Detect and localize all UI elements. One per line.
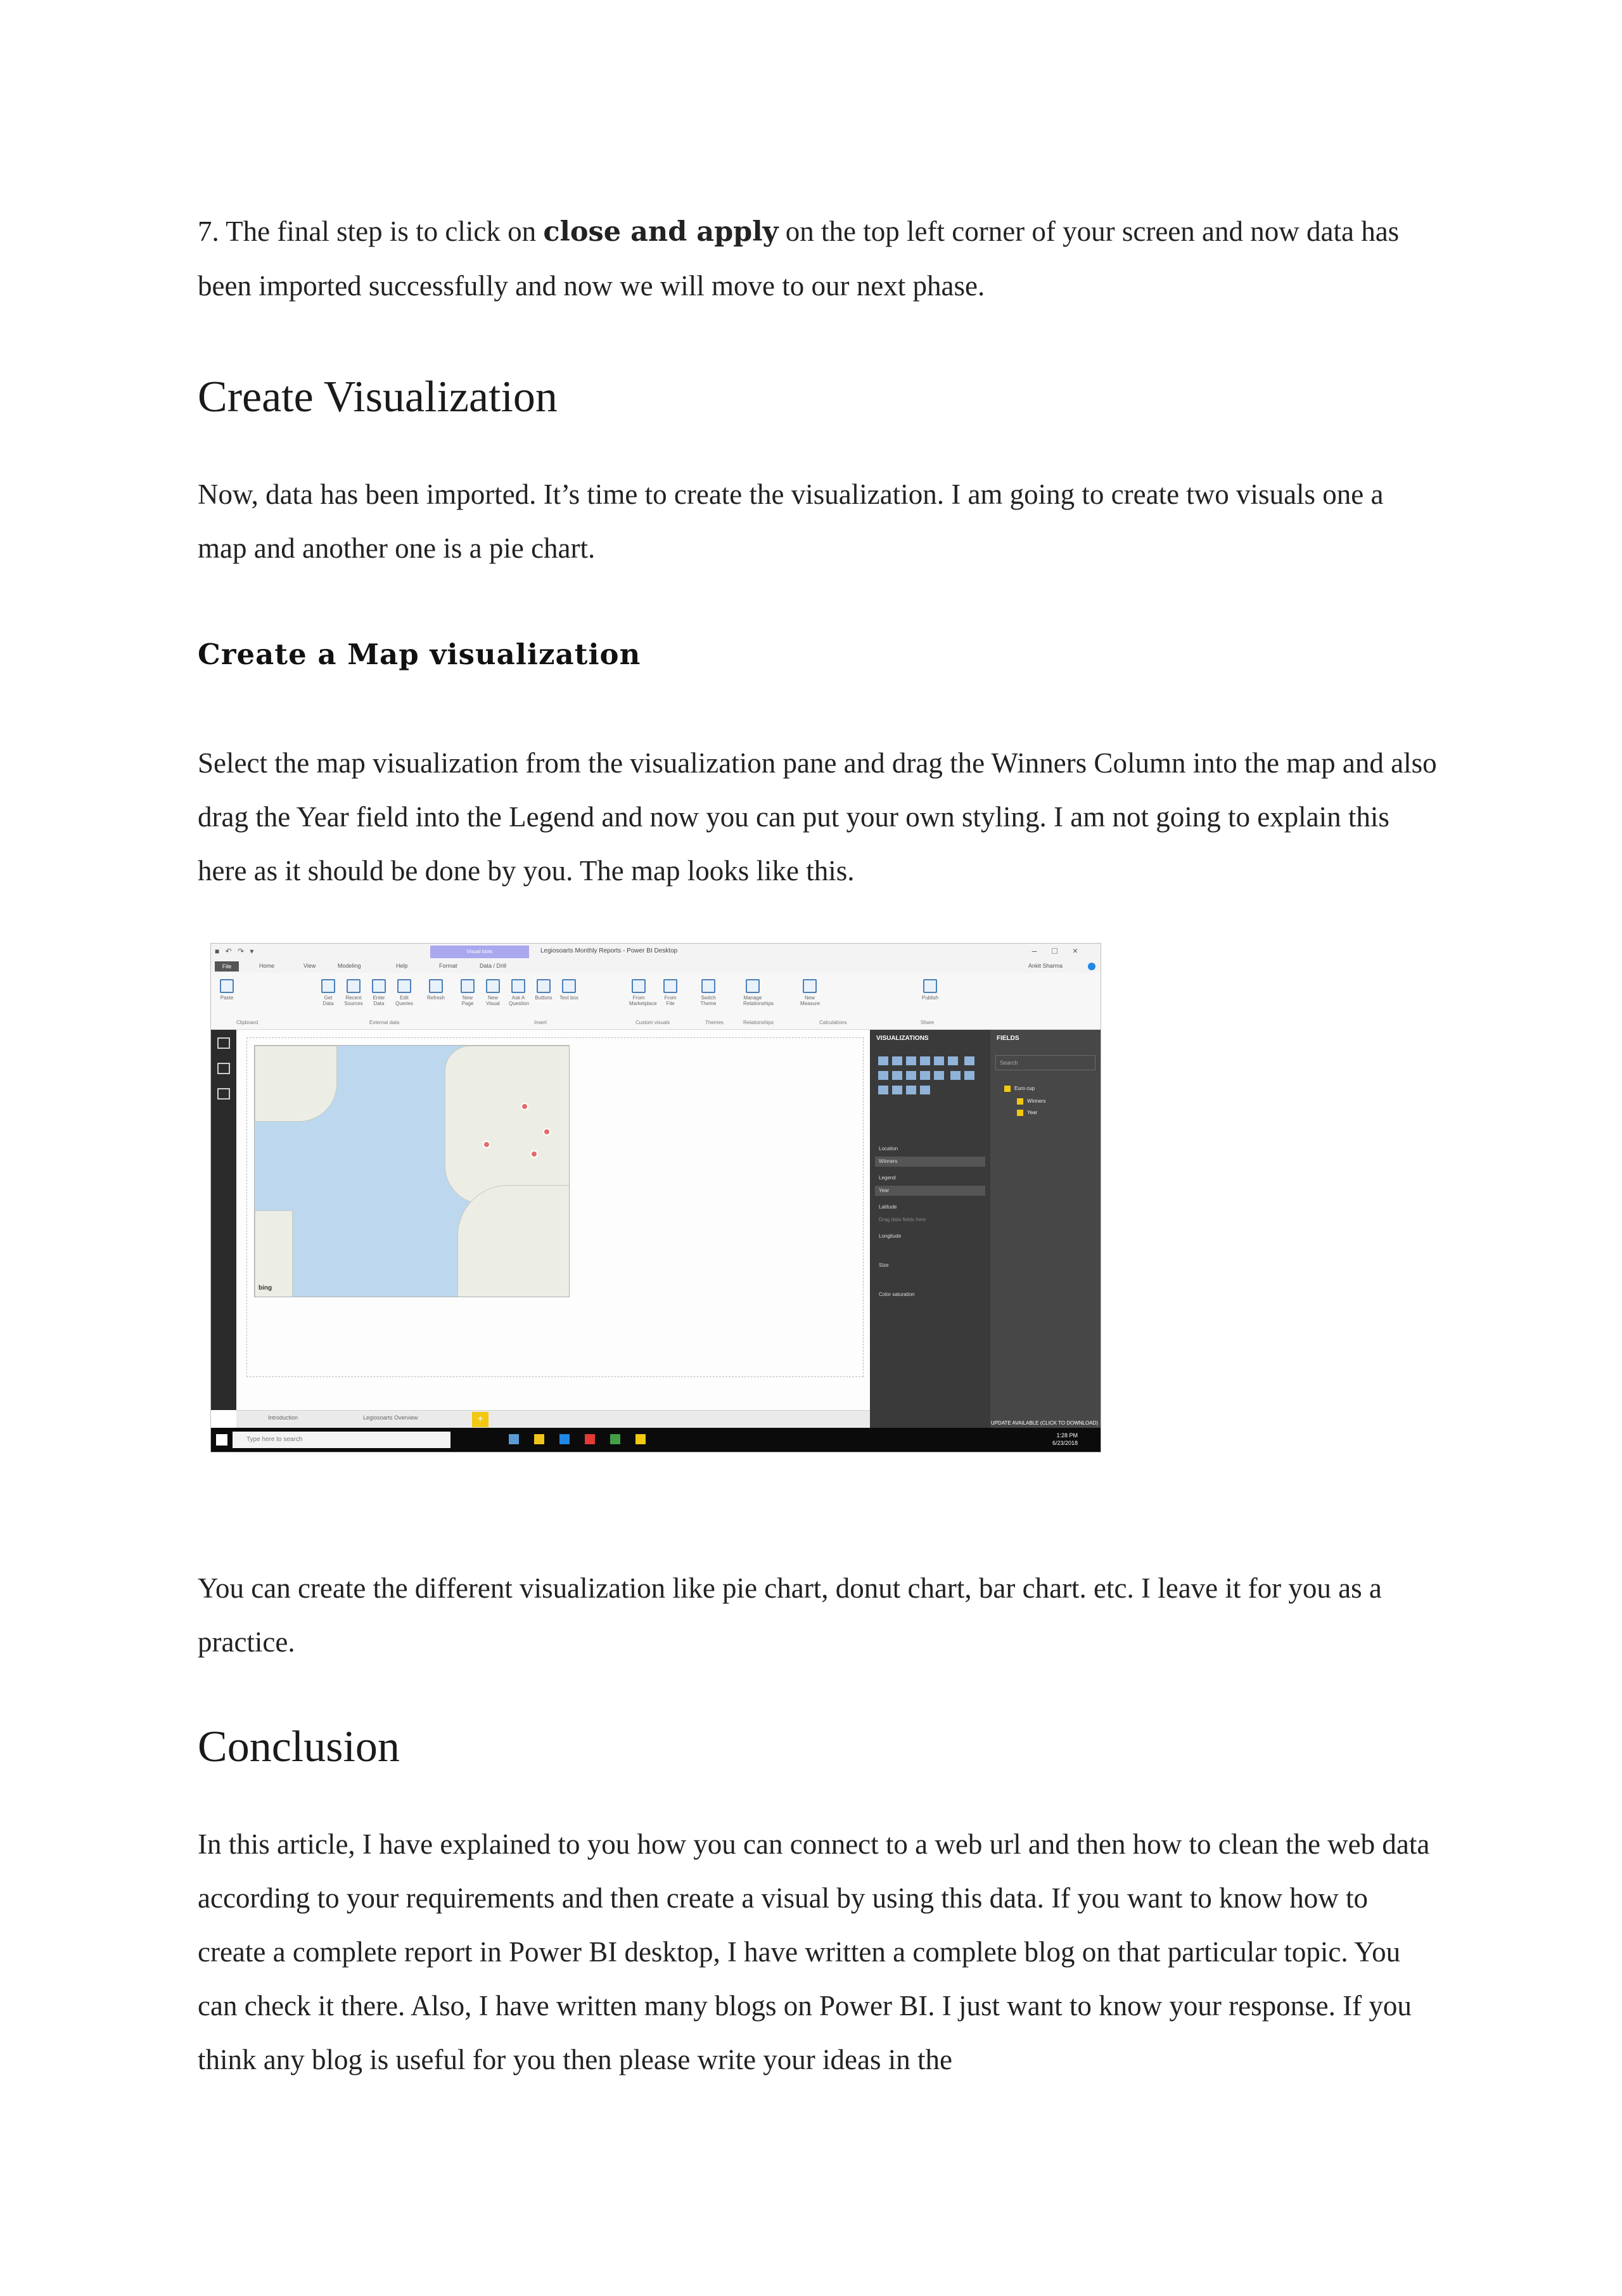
field-winners[interactable]: Winners xyxy=(1016,1097,1101,1106)
visual-tools-tab[interactable]: Visual tools xyxy=(430,946,529,958)
text-box-icon xyxy=(562,979,576,993)
map-visual[interactable] xyxy=(254,1045,570,1297)
group-calculations: Calculations xyxy=(819,1020,847,1025)
page-tabs xyxy=(236,1410,870,1428)
taskbar-clock xyxy=(1052,1432,1078,1447)
tab-overview[interactable]: Legiosoarts Overview xyxy=(363,1414,418,1421)
well-legend: Legend xyxy=(879,1175,896,1181)
visual-type-icon[interactable] xyxy=(906,1086,916,1094)
title-bar xyxy=(211,944,1101,960)
menu-help[interactable]: Help xyxy=(396,963,408,969)
map-pin[interactable] xyxy=(483,1141,490,1148)
well-location: Location xyxy=(879,1146,898,1151)
from-file-button[interactable]: From File xyxy=(661,979,680,1015)
menu-format[interactable]: Format xyxy=(439,963,457,969)
visual-type-icon[interactable] xyxy=(948,1056,958,1065)
visualizations-pane xyxy=(870,1030,990,1428)
text-box-button[interactable]: Text box xyxy=(559,979,578,1015)
visual-type-icon[interactable] xyxy=(920,1056,930,1065)
visual-type-icon[interactable] xyxy=(920,1071,930,1080)
enter-data-button[interactable]: Enter Data xyxy=(369,979,388,1015)
step7-text-after: on the top left corner of your screen and now data has been imported successfully and now we will move to our next phase. xyxy=(198,215,1400,302)
map-pin[interactable] xyxy=(521,1103,528,1110)
tab-introduction[interactable]: Introduction xyxy=(268,1414,298,1421)
group-relationships: Relationships xyxy=(743,1020,774,1025)
publish-button[interactable]: Publish xyxy=(921,979,940,1015)
window-controls[interactable]: –□× xyxy=(1031,946,1093,956)
visual-type-gallery xyxy=(876,1055,984,1099)
menu-bar xyxy=(211,960,1101,973)
visual-type-icon[interactable] xyxy=(892,1056,902,1065)
visual-type-icon[interactable] xyxy=(892,1071,902,1080)
map-land-north-america xyxy=(255,1046,337,1122)
clock-time: 1:28 PM xyxy=(1056,1432,1078,1439)
well-longitude: Longitude xyxy=(879,1233,902,1239)
menu-home[interactable]: Home xyxy=(259,963,275,969)
taskbar-app-icon[interactable] xyxy=(534,1434,544,1444)
enter-data-icon xyxy=(372,979,386,993)
practice-paragraph: You can create the different visualization like pie chart, donut chart, bar chart. etc. I leave it for you as a practice. xyxy=(198,1572,1382,1658)
group-external-data: External data xyxy=(369,1020,400,1025)
taskbar-app-icon[interactable] xyxy=(585,1434,595,1444)
visual-type-icon[interactable] xyxy=(964,1056,974,1065)
edit-queries-button[interactable]: Edit Queries xyxy=(395,979,414,1015)
clock-date: 6/23/2018 xyxy=(1052,1440,1078,1446)
taskbar-search-input[interactable]: Type here to search xyxy=(233,1432,450,1448)
recent-sources-button[interactable]: Recent Sources xyxy=(344,979,363,1015)
taskbar-app-icon[interactable] xyxy=(610,1434,620,1444)
menu-modeling[interactable]: Modeling xyxy=(338,963,361,969)
visual-type-icon[interactable] xyxy=(920,1086,930,1094)
add-page-button[interactable]: + xyxy=(472,1412,489,1427)
well-size: Size xyxy=(879,1262,889,1268)
update-banner[interactable]: UPDATE AVAILABLE (CLICK TO DOWNLOAD) xyxy=(990,1420,1098,1426)
visual-type-icon[interactable] xyxy=(878,1056,888,1065)
new-measure-button[interactable]: New Measure xyxy=(800,979,819,1015)
fields-search-input[interactable]: Search xyxy=(995,1055,1095,1070)
new-visual-icon xyxy=(486,979,500,993)
well-winners[interactable]: Winners xyxy=(875,1157,985,1167)
quick-access-icons: ■ ↶ ↷ ▾ xyxy=(215,947,256,956)
fields-pane xyxy=(990,1030,1101,1428)
map-instructions-paragraph: Select the map visualization from the visualization pane and drag the Winners Column into the map and also drag the Year field into the Legend and now you can put your own styling. I am not going to explain this here as it should be done by you. The map looks like this. xyxy=(198,747,1437,887)
edit-queries-icon xyxy=(397,979,411,993)
paste-button[interactable]: Paste xyxy=(217,979,236,1015)
visualizations-header: VISUALIZATIONS xyxy=(876,1035,929,1042)
conclusion-heading: Conclusion xyxy=(198,1722,400,1771)
new-measure-icon xyxy=(803,979,817,993)
map-pin[interactable] xyxy=(530,1150,538,1158)
switch-theme-button[interactable]: Switch Theme xyxy=(699,979,718,1015)
bing-attribution: bing xyxy=(259,1285,272,1292)
relationships-view-icon[interactable] xyxy=(217,1088,230,1100)
taskbar-power-bi-icon[interactable] xyxy=(635,1434,646,1444)
view-switcher xyxy=(211,1030,236,1410)
get-data-icon xyxy=(321,979,335,993)
visual-type-icon[interactable] xyxy=(964,1071,974,1080)
refresh-button[interactable]: Refresh xyxy=(426,979,445,1015)
field-year[interactable]: Year xyxy=(1016,1108,1101,1117)
create-visualization-heading: Create Visualization xyxy=(198,373,558,421)
menu-view[interactable]: View xyxy=(303,963,316,969)
data-view-icon[interactable] xyxy=(217,1063,230,1074)
menu-file[interactable]: File xyxy=(215,961,239,972)
buttons-button[interactable]: Buttons xyxy=(534,979,553,1015)
visual-type-icon[interactable] xyxy=(934,1071,944,1080)
manage-relationships-button[interactable]: Manage Relationships xyxy=(743,979,762,1015)
well-year[interactable]: Year xyxy=(875,1186,985,1196)
close-and-apply-label: close and apply xyxy=(543,216,779,248)
map-visualization-subheading: Create a Map visualization xyxy=(198,638,641,671)
visual-type-icon[interactable] xyxy=(950,1071,961,1080)
windows-start-icon[interactable] xyxy=(216,1434,227,1446)
map-land-europe xyxy=(445,1046,570,1204)
paste-icon xyxy=(220,979,234,993)
field-table-euro-cup[interactable]: Euro cup xyxy=(1003,1084,1092,1093)
ribbon xyxy=(211,973,1101,1030)
window-title: Legiosoarts Monthly Reports - Power BI Desktop xyxy=(540,947,678,954)
group-themes: Themes xyxy=(705,1020,724,1025)
signed-in-user: Ankit Sharma xyxy=(1028,963,1063,969)
switch-theme-icon xyxy=(701,979,715,993)
visual-type-icon[interactable] xyxy=(934,1056,944,1065)
report-view-icon[interactable] xyxy=(217,1037,230,1049)
power-bi-screenshot xyxy=(210,943,1101,1453)
ask-question-icon xyxy=(511,979,525,993)
group-custom-visuals: Custom visuals xyxy=(635,1020,670,1025)
ask-question-button[interactable]: Ask A Question xyxy=(509,979,528,1015)
new-page-button[interactable]: New Page xyxy=(458,979,477,1015)
publish-icon xyxy=(923,979,937,993)
taskbar-app-icon[interactable] xyxy=(509,1434,519,1444)
buttons-icon xyxy=(537,979,551,993)
fields-header: FIELDS xyxy=(997,1035,1019,1042)
visual-type-icon[interactable] xyxy=(906,1056,916,1065)
visual-type-icon[interactable] xyxy=(892,1086,902,1094)
group-insert: Insert xyxy=(534,1020,547,1025)
menu-data-drill[interactable]: Data / Drill xyxy=(480,963,507,969)
marketplace-icon xyxy=(632,979,646,993)
help-icon[interactable] xyxy=(1088,963,1095,970)
get-data-button[interactable]: Get Data xyxy=(319,979,338,1015)
group-clipboard: Clipboard xyxy=(236,1020,259,1025)
taskbar-app-icon[interactable] xyxy=(559,1434,570,1444)
refresh-icon xyxy=(429,979,443,993)
well-color-saturation: Color saturation xyxy=(879,1292,915,1297)
step7-text-before: 7. The final step is to click on xyxy=(198,215,544,247)
report-canvas[interactable] xyxy=(236,1030,870,1410)
intro-paragraph: Now, data has been imported. It’s time to create the visualization. I am going to create two visuals one a map and another one is a pie chart. xyxy=(198,478,1384,564)
new-visual-button[interactable]: New Visual xyxy=(483,979,502,1015)
visual-type-icon[interactable] xyxy=(878,1086,888,1094)
visual-type-icon[interactable] xyxy=(878,1071,888,1080)
map-pin[interactable] xyxy=(543,1128,551,1136)
map-land-africa xyxy=(457,1185,570,1297)
drag-hint[interactable]: Drag data fields here xyxy=(879,1217,926,1222)
new-page-icon xyxy=(461,979,475,993)
group-share: Share xyxy=(921,1020,935,1025)
visual-type-icon[interactable] xyxy=(906,1071,916,1080)
conclusion-paragraph: In this article, I have explained to you how you can connect to a web url and then how to clean the web data according to your requirements and then create a visual by using this data. If you want to know how to create a complete report in Power BI desktop, I have written a complete blog on that particular topic. You can check it there. Also, I have written many blogs on Power BI. I just want to know your response. If you think any blog is useful for you then please write your ideas in the xyxy=(198,1828,1430,2075)
well-latitude: Latitude xyxy=(879,1204,897,1210)
step7-paragraph xyxy=(198,205,1440,313)
relationships-icon xyxy=(746,979,760,993)
windows-taskbar xyxy=(211,1428,1101,1452)
recent-sources-icon xyxy=(347,979,361,993)
from-file-icon xyxy=(663,979,677,993)
from-marketplace-button[interactable]: From Marketplace xyxy=(629,979,648,1015)
